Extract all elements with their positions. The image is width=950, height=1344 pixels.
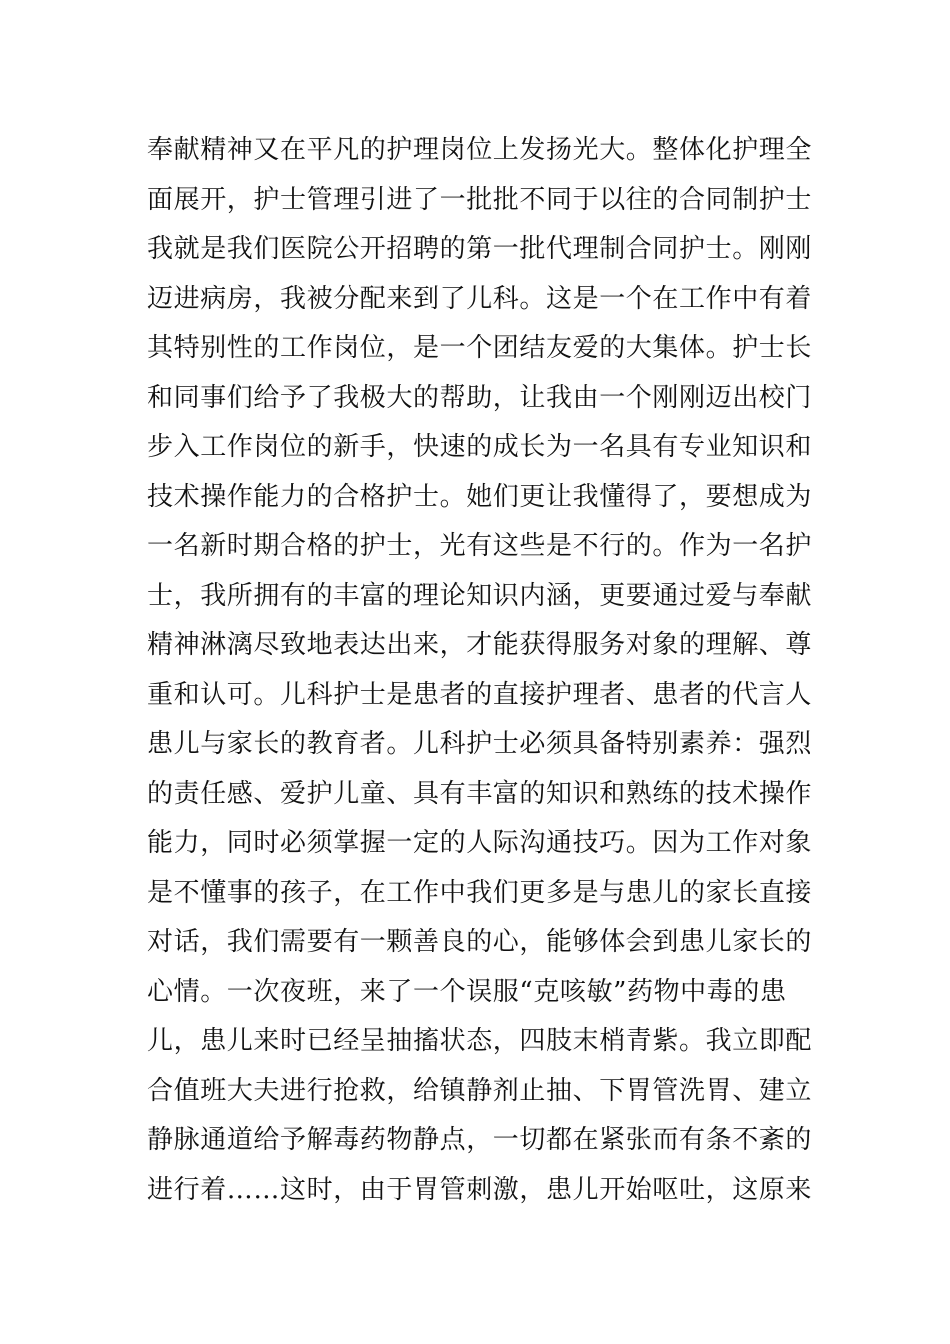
text-line-18: 心情。一次夜班，来了一个误服“克咳敏”药物中毒的患 <box>147 976 787 1007</box>
text-line-16: 是不懂事的孩子，在工作中我们更多是与患儿的家长直接 <box>147 877 813 908</box>
text-line-5: 其特别性的工作岗位，是一个团结友爱的大集体。护士长 <box>147 333 813 363</box>
text-line-15: 能力，同时必须掌握一定的人际沟通技巧。因为工作对象 <box>147 828 813 858</box>
text-line-10: 士，我所拥有的丰富的理论知识内涵，更要通过爱与奉献 <box>147 580 813 611</box>
body-text <box>147 126 817 1215</box>
text-line-6: 和同事们给予了我极大的帮助，让我由一个刚刚迈出校门 <box>147 382 813 413</box>
text-line-4: 迈进病房，我被分配来到了儿科。这是一个在工作中有着 <box>147 283 813 314</box>
text-line-19: 儿，患儿来时已经呈抽搐状态，四肢末梢青紫。我立即配 <box>147 1026 813 1056</box>
text-line-12: 重和认可。儿科护士是患者的直接护理者、患者的代言人 <box>147 679 813 710</box>
text-line-7: 步入工作岗位的新手，快速的成长为一名具有专业知识和 <box>147 432 813 462</box>
text-line-14: 的责任感、爱护儿童、具有丰富的知识和熟练的技术操作 <box>147 778 813 809</box>
text-line-21: 静脉通道给予解毒药物静点，一切都在紧张而有条不紊的 <box>147 1125 813 1155</box>
text-line-20: 合值班大夫进行抢救，给镇静剂止抽、下胃管洗胃、建立 <box>147 1075 813 1106</box>
text-line-9: 一名新时期合格的护士，光有这些是不行的。作为一名护 <box>147 531 813 561</box>
text-line-17: 对话，我们需要有一颗善良的心，能够体会到患儿家长的 <box>147 927 813 957</box>
text-line-8: 技术操作能力的合格护士。她们更让我懂得了，要想成为 <box>147 481 813 512</box>
text-line-22: 进行着……这时，由于胃管刺激，患儿开始呕吐，这原来 <box>147 1174 813 1205</box>
text-line-3: 我就是我们医院公开招聘的第一批代理制合同护士。刚刚 <box>147 234 813 264</box>
text-line-11: 精神淋漓尽致地表达出来，才能获得服务对象的理解、尊 <box>147 630 813 660</box>
text-line-2: 面展开，护士管理引进了一批批不同于以往的合同制护士 <box>147 184 813 215</box>
text-line-13: 患儿与家长的教育者。儿科护士必须具备特别素养：强烈 <box>147 729 813 759</box>
text-line-1: 奉献精神又在平凡的护理岗位上发扬光大。整体化护理全 <box>147 135 813 165</box>
